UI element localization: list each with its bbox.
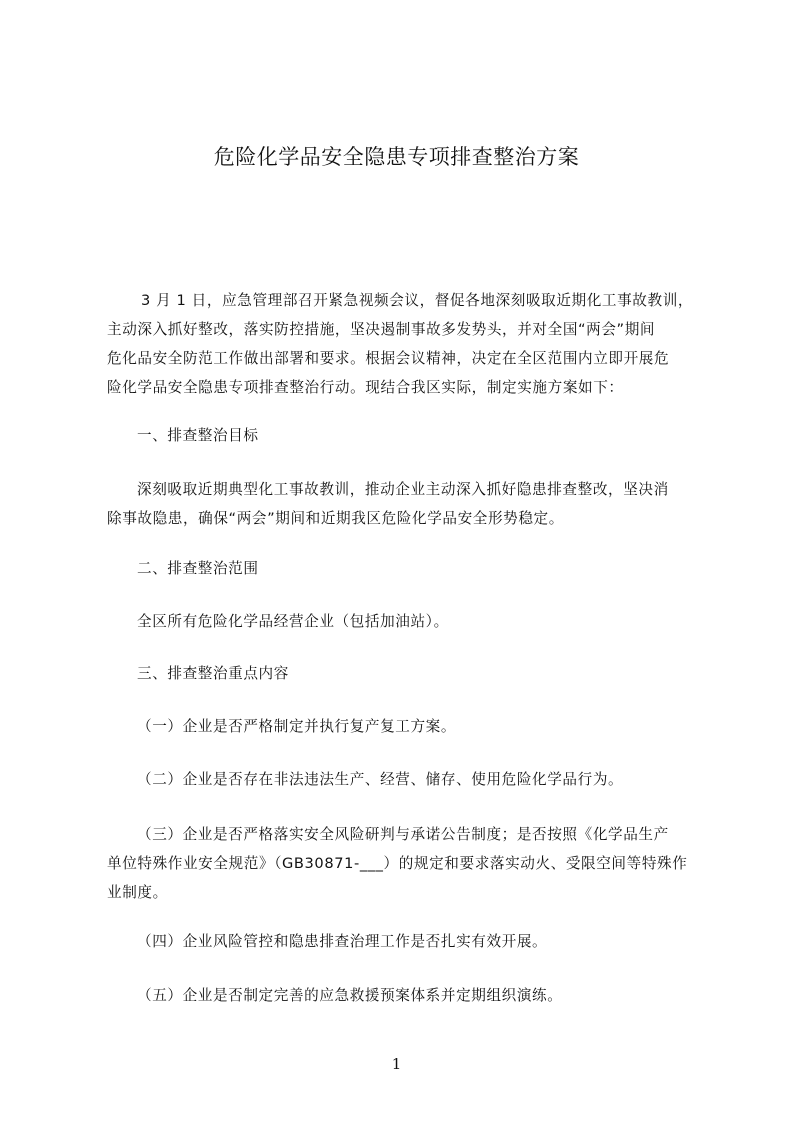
section3-heading: 三、排查整治重点内容 <box>137 665 289 682</box>
item-3-line-2: 单位特殊作业安全规范》（GB30871-___）的规定和要求落实动火、受限空间等特殊作 <box>107 855 688 872</box>
item-3-line-1: （三）企业是否严格落实安全风险研判与承诺公告制度；是否按照《化学品生产 <box>137 826 669 843</box>
section1-heading: 一、排查整治目标 <box>137 427 259 444</box>
section1-body <box>107 475 669 533</box>
intro-line-3: 危化品安全防范工作做出部署和要求。根据会议精神，决定在全区范围内立即开展危 <box>107 350 670 367</box>
item-3 <box>107 820 687 907</box>
page-number: 1 <box>391 1055 402 1073</box>
item-5: （五）企业是否制定完善的应急救援预案体系并定期组织演练。 <box>137 987 563 1004</box>
item-3-line-3: 业制度。 <box>107 884 168 901</box>
intro-paragraph <box>107 286 693 402</box>
intro-line-2: 主动深入抓好整改，落实防控措施，坚决遏制事故多发势头，并对全国“两会”期间 <box>107 321 656 338</box>
section1-line-1: 深刻吸取近期典型化工事故教训，推动企业主动深入抓好隐患排查整改，坚决消 <box>137 481 669 498</box>
section2-heading: 二、排查整治范围 <box>137 560 259 577</box>
item-4: （四）企业风险管控和隐患排查治理工作是否扎实有效开展。 <box>137 933 548 950</box>
section2-body: 全区所有危险化学品经营企业（包括加油站）。 <box>137 613 449 630</box>
intro-line-4: 险化学品安全隐患专项排查整治行动。现结合我区实际，制定实施方案如下： <box>107 379 624 396</box>
section1-line-2: 除事故隐患，确保“两会”期间和近期我区危险化学品安全形势稳定。 <box>107 510 564 527</box>
item-1: （一）企业是否严格制定并执行复产复工方案。 <box>137 718 457 735</box>
intro-line-1: 3 月 1 日，应急管理部召开紧急视频会议，督促各地深刻吸取近期化工事故教训， <box>141 292 694 309</box>
item-2: （二）企业是否存在非法违法生产、经营、储存、使用危险化学品行为。 <box>137 771 624 788</box>
document-title: 危险化学品安全隐患专项排查整治方案 <box>213 145 580 169</box>
